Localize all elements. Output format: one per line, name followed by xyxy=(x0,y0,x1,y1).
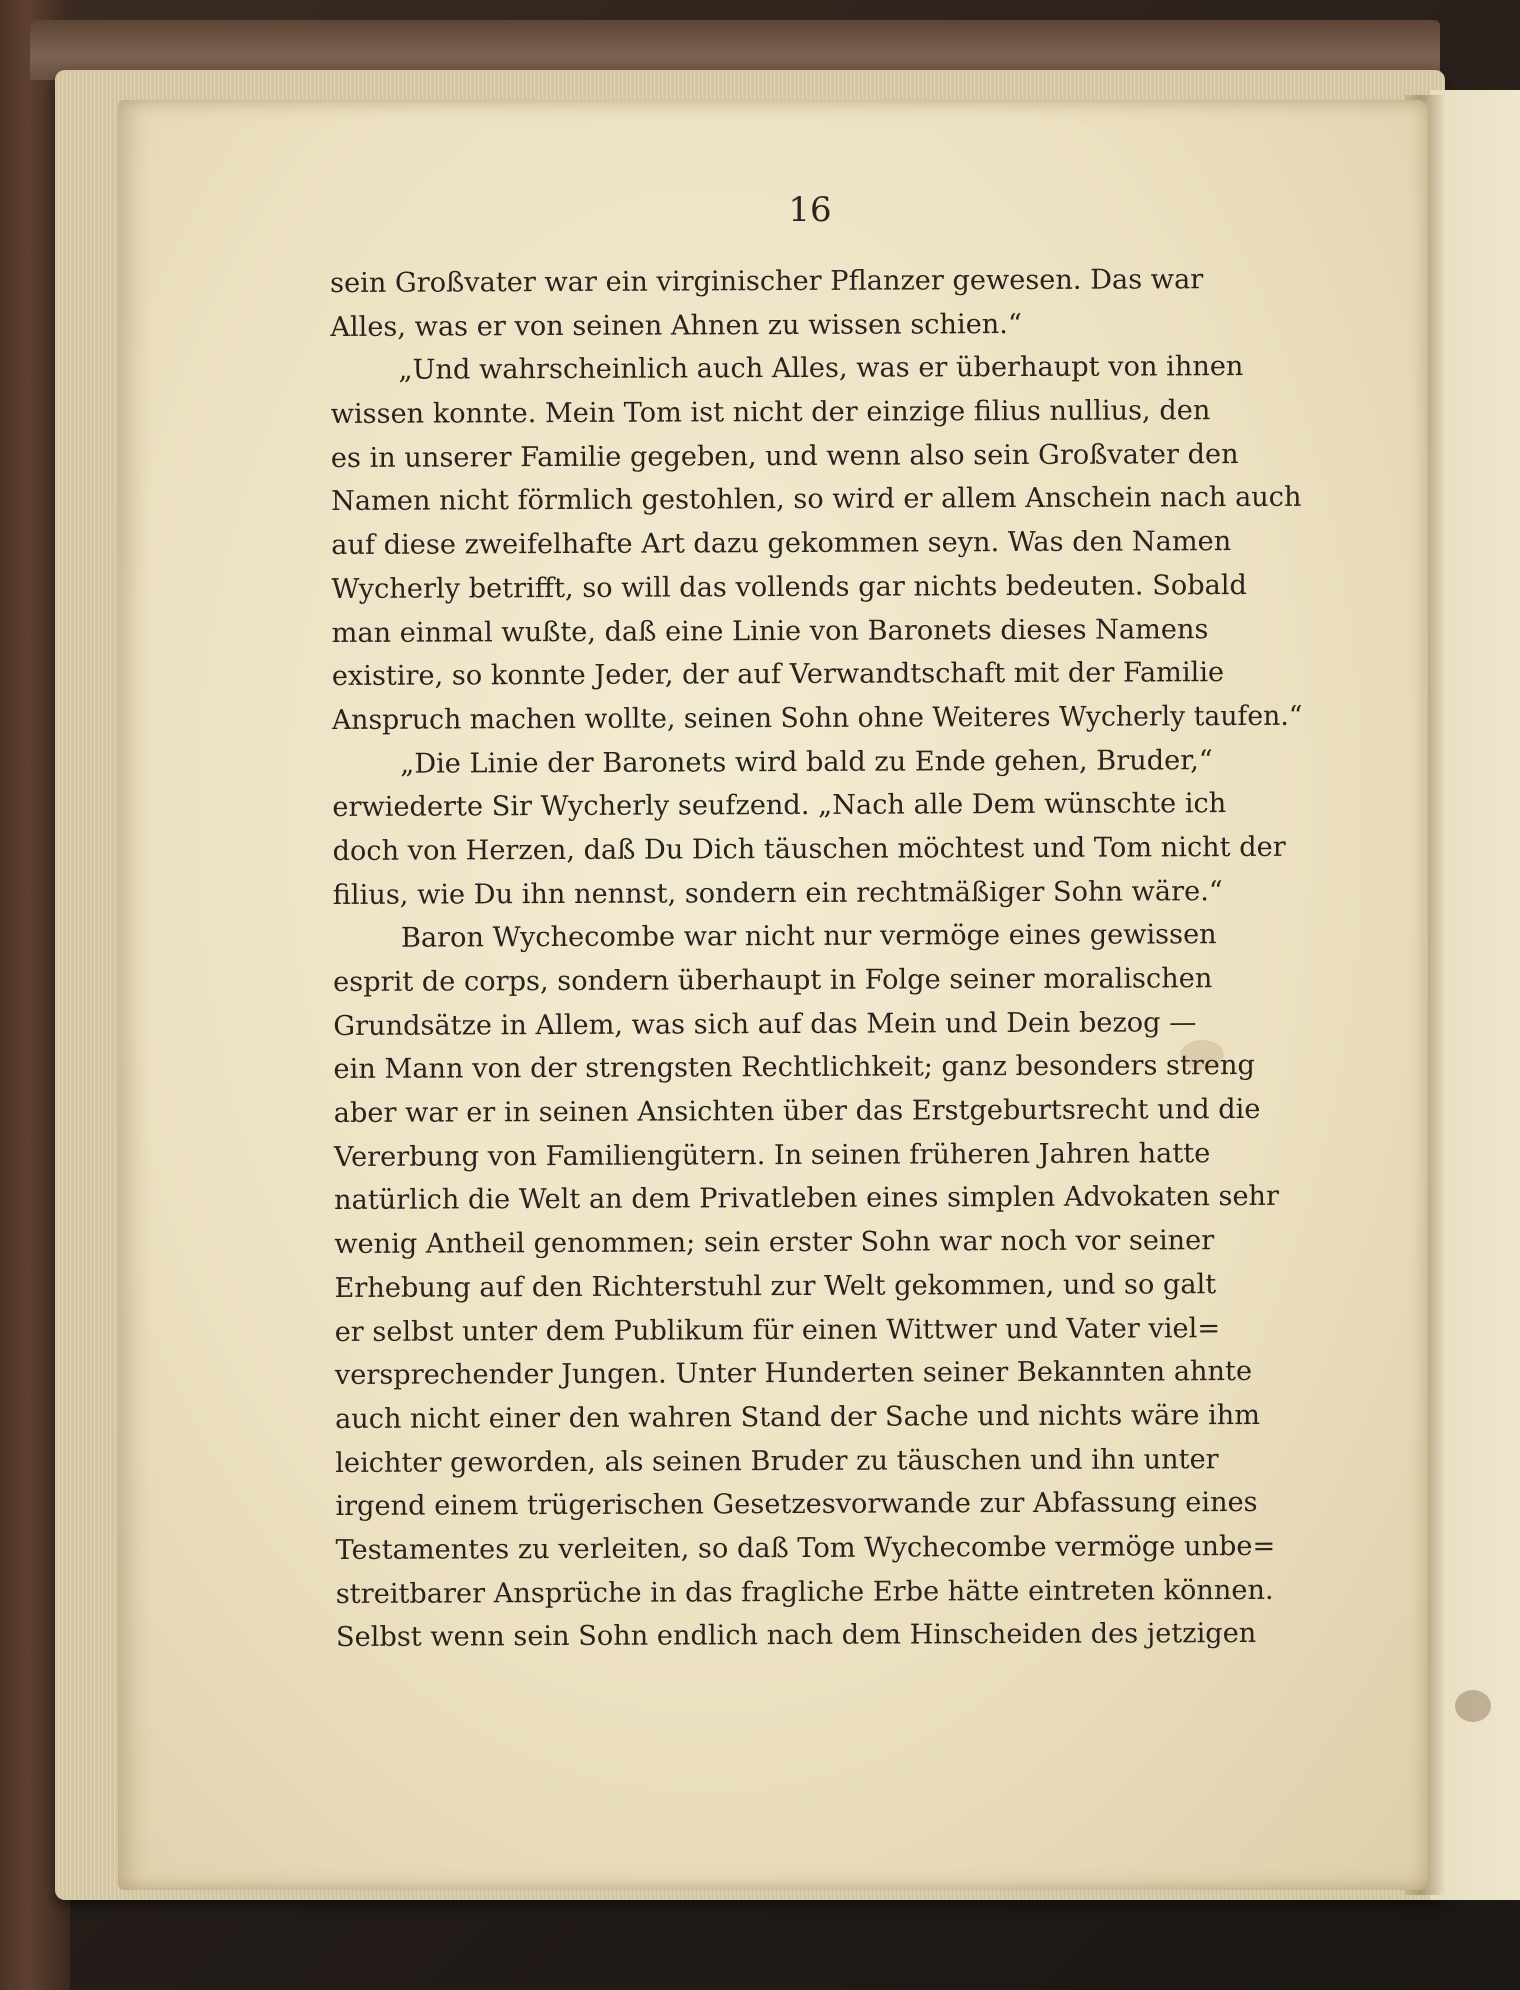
text-line: Namen nicht förmlich gestohlen, so wird er allem Anschein nach auch xyxy=(330,482,1302,518)
text-line: auch nicht einer den wahren Stand der Sache und nichts wäre ihm xyxy=(334,1399,1261,1435)
text-line: erwiederte Sir Wycherly seufzend. „Nach alle Dem wünschte ich xyxy=(332,788,1227,824)
text-line: „Die Linie der Baronets wird bald zu Ende gehen, Bruder,“ xyxy=(400,744,1213,780)
text-line: aber war er in seinen Ansichten über das Erstgeburtsrecht und die xyxy=(333,1094,1261,1130)
text-line: wissen konnte. Mein Tom ist nicht der einzige filius nullius, den xyxy=(330,395,1211,431)
text-line: es in unserer Familie gegeben, und wenn also sein Großvater den xyxy=(330,438,1239,474)
text-line: Testamentes zu verleiten, so daß Tom Wychecombe vermöge unbe= xyxy=(335,1530,1276,1566)
text-line: Vererbung von Familiengütern. In seinen früheren Jahren hatte xyxy=(333,1137,1211,1173)
text-line: filius, wie Du ihn nennst, sondern ein rechtmäßiger Sohn wäre.“ xyxy=(332,875,1223,911)
text-line: irgend einem trügerischen Gesetzesvorwande zur Abfassung eines xyxy=(335,1487,1258,1523)
text-line: Anspruch machen wollte, seinen Sohn ohne Weiteres Wycherly taufen.“ xyxy=(331,700,1303,736)
text-line: ein Mann von der strengsten Rechtlichkeit; ganz besonders streng xyxy=(333,1050,1255,1086)
text-line: Erhebung auf den Richterstuhl zur Welt gekommen, und so galt xyxy=(334,1268,1217,1304)
text-line: doch von Herzen, daß Du Dich täuschen möchtest und Tom nicht der xyxy=(332,831,1286,867)
stain-mark xyxy=(1455,1690,1491,1722)
text-line: versprechender Jungen. Unter Hunderten seiner Bekannten ahnte xyxy=(334,1356,1253,1392)
text-line: natürlich die Welt an dem Privatleben eines simplen Advokaten sehr xyxy=(334,1181,1280,1217)
text-line: existire, so konnte Jeder, der auf Verwandtschaft mit der Familie xyxy=(331,657,1225,693)
text-line: leichter geworden, als seinen Bruder zu täuschen und ihn unter xyxy=(335,1443,1219,1479)
text-line: wenig Antheil genommen; sein erster Sohn war noch vor seiner xyxy=(334,1225,1215,1261)
text-line: Baron Wychecombe war nicht nur vermöge eines gewissen xyxy=(400,919,1217,955)
text-line: „Und wahrscheinlich auch Alles, was er überhaupt von ihnen xyxy=(398,351,1244,387)
text-line: Selbst wenn sein Sohn endlich nach dem Hinscheiden des jetzigen xyxy=(335,1618,1257,1654)
text-line: man einmal wußte, daß eine Linie von Baronets dieses Namens xyxy=(331,613,1209,649)
page-number: 16 xyxy=(788,190,832,230)
text-line: auf diese zweifelhafte Art dazu gekommen seyn. Was den Namen xyxy=(331,526,1232,562)
text-line: Alles, was er von seinen Ahnen zu wissen schien.“ xyxy=(330,308,1022,343)
text-line: sein Großvater war ein virginischer Pflanzer gewesen. Das war xyxy=(330,264,1204,299)
text-line: er selbst unter dem Publikum für einen Wittwer und Vater viel= xyxy=(334,1312,1221,1348)
text-line: esprit de corps, sondern überhaupt in Folge seiner moralischen xyxy=(333,963,1213,998)
text-line: Grundsätze in Allem, was sich auf das Mein und Dein bezog — xyxy=(333,1006,1197,1042)
text-line: Wycherly betrifft, so will das vollends gar nichts bedeuten. Sobald xyxy=(331,569,1247,605)
page-body-text xyxy=(330,258,1306,1660)
text-line: streitbarer Ansprüche in das fragliche Erbe hätte eintreten können. xyxy=(335,1574,1274,1610)
